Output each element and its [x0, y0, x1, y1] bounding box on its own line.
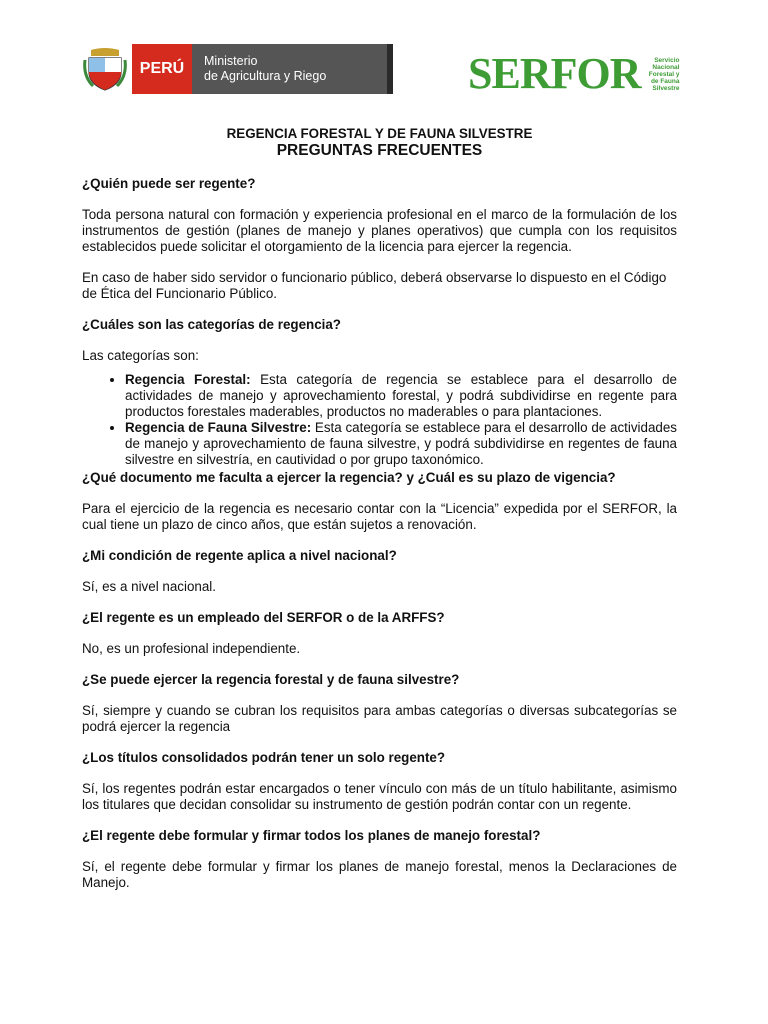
question-heading: ¿El regente es un empleado del SERFOR o de la ARFFS? — [82, 610, 445, 625]
category-description: Esta categoría de regencia se establece para el desarrollo de actividades de manejo y aprovechamiento forestal, y podrá subdividirse en regente para productos forestales maderables, productos no maderables o para plantaciones. — [125, 372, 677, 419]
question-heading: ¿Quién puede ser regente? — [82, 176, 256, 191]
list-item — [125, 420, 677, 468]
ministry-line-1: Ministerio — [204, 54, 258, 68]
answer-paragraph: Sí, el regente debe formular y firmar los planes de manejo forestal, menos la Declaraciones de Manejo. — [82, 859, 677, 890]
ministry-logo — [80, 44, 393, 94]
category-term: Regencia de Fauna Silvestre: — [125, 420, 312, 435]
serfor-wordmark: SERFOR — [468, 49, 641, 98]
question-heading: ¿Mi condición de regente aplica a nivel nacional? — [82, 548, 397, 563]
document-body — [82, 126, 677, 906]
question-heading: ¿Se puede ejercer la regencia forestal y de fauna silvestre? — [82, 672, 460, 687]
serfor-sub-line: Nacional — [652, 63, 680, 71]
answer-paragraph: Sí, los regentes podrán estar encargados o tener vínculo con más de un título habilitante, asimismo los titulares que decidan consolidar su instrumento de gestión podrán contar con un regente. — [82, 781, 677, 812]
serfor-subtitle — [643, 57, 679, 92]
answer-paragraph: Toda persona natural con formación y experiencia profesional en el marco de la formulación de los instrumentos de gestión (planes de manejo y planes operativos) que cumpla con los requisitos establecidos puede solicitar el otorgamiento de la licencia para ejercer la regencia. — [82, 207, 677, 254]
list-item — [125, 372, 677, 420]
document-subtitle: PREGUNTAS FRECUENTES — [276, 142, 483, 159]
answer-paragraph: No, es un profesional independiente. — [82, 641, 301, 656]
document-title: REGENCIA FORESTAL Y DE FAUNA SILVESTRE — [226, 126, 533, 141]
serfor-sub-line: Silvestre — [652, 84, 680, 92]
serfor-sub-line: Servicio — [654, 56, 680, 64]
ministry-name — [192, 44, 393, 94]
answer-paragraph: Las categorías son: — [82, 348, 199, 363]
question-heading: ¿Cuáles son las categorías de regencia? — [82, 317, 341, 332]
serfor-sub-line: de Fauna — [650, 77, 680, 85]
peru-label: PERÚ — [132, 44, 192, 94]
answer-paragraph: Sí, es a nivel nacional. — [82, 579, 216, 594]
question-heading: ¿Los títulos consolidados podrán tener un solo regente? — [82, 750, 446, 765]
answer-paragraph: Sí, siempre y cuando se cubran los requisitos para ambas categorías o diversas subcategorías se podrá ejercer la regencia — [82, 703, 677, 734]
serfor-logo — [468, 50, 679, 98]
categories-list — [82, 372, 677, 468]
page-header — [0, 0, 768, 110]
question-heading: ¿El regente debe formular y firmar todos los planes de manejo forestal? — [82, 828, 541, 843]
answer-paragraph: Para el ejercicio de la regencia es necesario contar con la “Licencia” expedida por el SERFOR, la cual tiene un plazo de cinco años, que están sujetos a renovación. — [82, 501, 677, 532]
ministry-line-2: de Agricultura y Riego — [204, 69, 327, 83]
coat-of-arms-icon — [80, 44, 130, 94]
category-description: Esta categoría se establece para el desarrollo de actividades de manejo y aprovechamiento de fauna silvestre, y podrá subdividirse en regentes de fauna silvestre en silvestría, en cautividad o por grupo taxonómico. — [125, 420, 677, 467]
question-heading: ¿Qué documento me faculta a ejercer la regencia? y ¿Cuál es su plazo de vigencia? — [82, 470, 616, 485]
serfor-sub-line: Forestal y — [648, 70, 680, 78]
category-term: Regencia Forestal: — [125, 372, 251, 387]
answer-paragraph: En caso de haber sido servidor o funcionario público, deberá observarse lo dispuesto en el Código de Ética del Funcionario Público. — [82, 270, 667, 301]
